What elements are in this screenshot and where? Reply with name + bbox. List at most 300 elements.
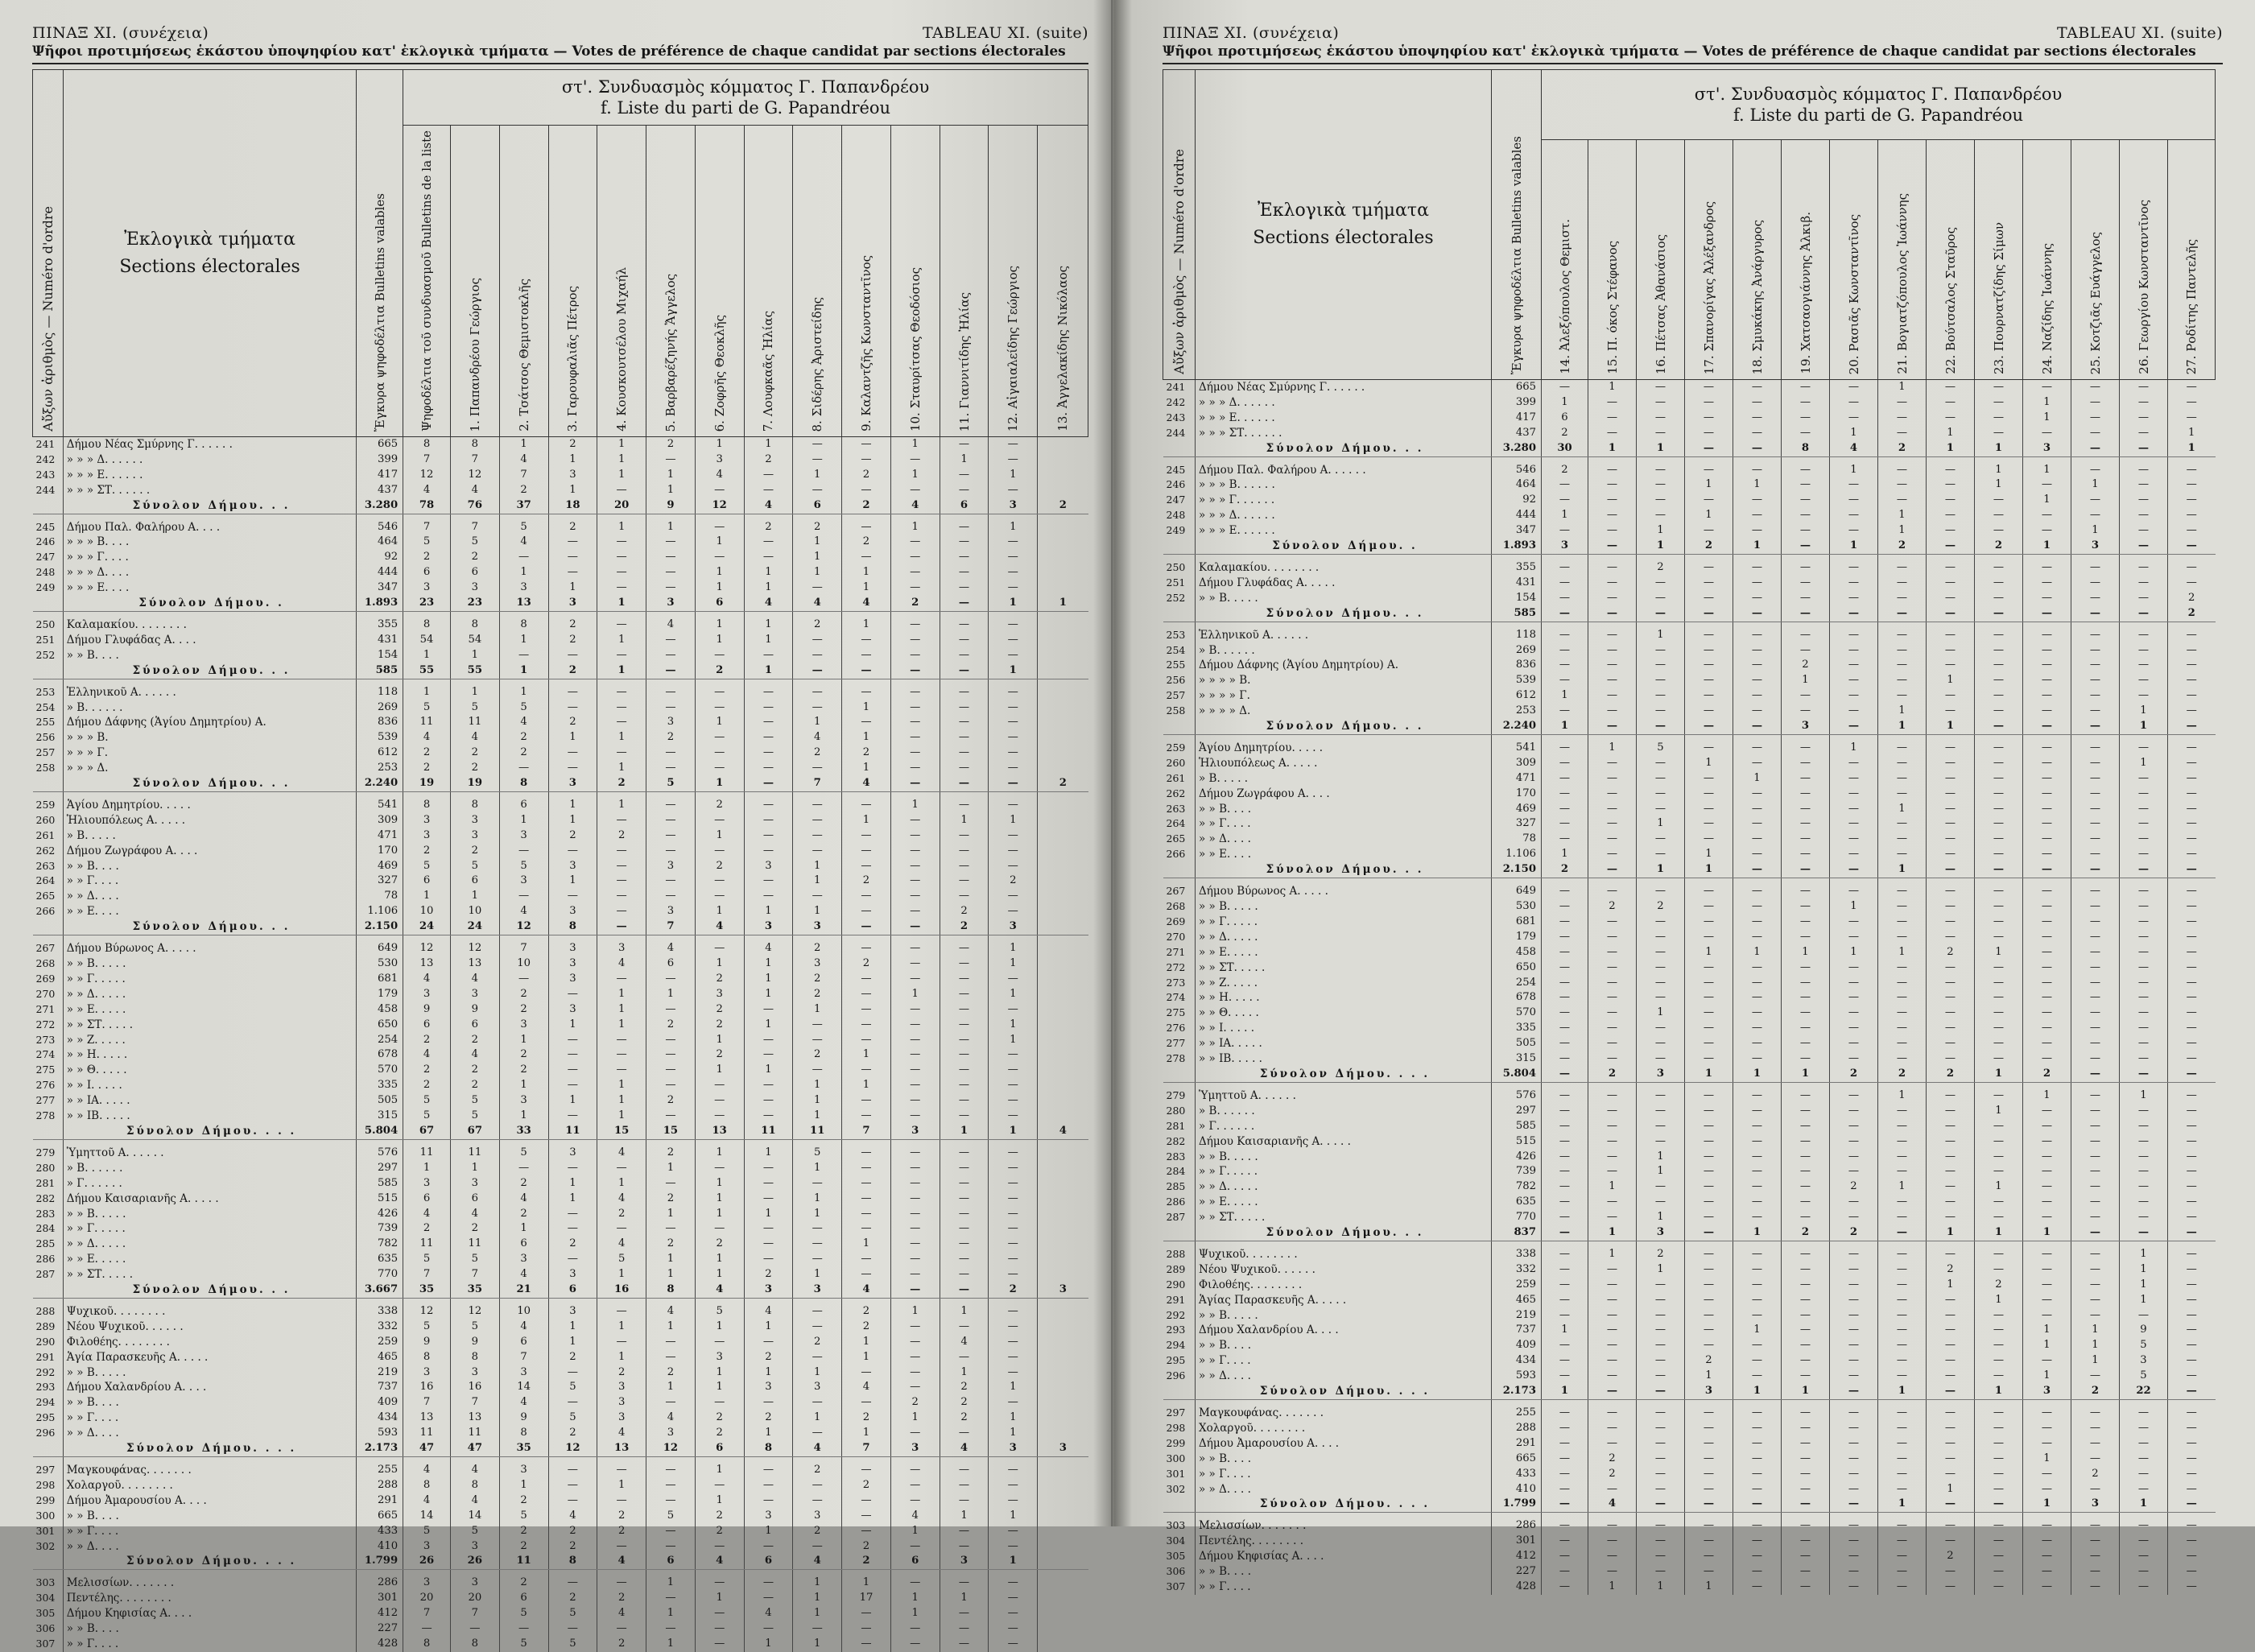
vote-cell: — [989,1539,1038,1555]
spacer-cell [1685,878,1733,885]
vote-cell: — [2120,643,2168,659]
vote-cell: — [1685,380,1733,395]
vote-cell: 4 [646,941,696,956]
vote-cell: — [2071,411,2120,426]
vote-cell: — [989,776,1038,791]
vote-cell: 1 [2071,1323,2120,1338]
vote-cell: — [1927,1006,1975,1021]
vote-cell [1038,1606,1088,1621]
row-number: 275 [35,1063,56,1076]
vote-cell: — [597,859,646,874]
spacer-cell [1830,622,1878,628]
vote-cell: — [1542,1179,1588,1195]
vote-cell: — [2120,688,2168,704]
vote-cell: — [2071,862,2120,878]
vote-cell: 2 [695,1426,744,1441]
vote-cell: — [1975,1036,2023,1051]
vote-cell: — [2120,380,2168,395]
vote-cell: 1 [940,1304,989,1320]
vote-cell: — [1830,411,1878,426]
table-row [1163,1134,2216,1150]
vote-cell: — [744,761,793,776]
valid-ballots: 505 [357,1093,403,1109]
vote-cell: 2 [744,1267,793,1282]
vote-cell: 3 [1782,719,1830,734]
spacer-cell [1733,622,1782,628]
vote-cell: — [1927,1104,1975,1119]
vote-cell: 1 [2023,493,2071,508]
vote-cell [1038,1576,1088,1591]
table-row [1163,787,2216,802]
vote-cell: — [1927,1580,1975,1595]
vote-cell: — [989,1161,1038,1176]
vote-cell: — [744,700,793,716]
table-row [33,798,1088,813]
valid-ballots: 219 [1492,1308,1542,1324]
spacer-cell [548,514,597,520]
vote-cell: — [940,1539,989,1555]
vote-cell: — [890,745,940,761]
vote-cell: 3 [2071,1497,2120,1512]
table-row [33,859,1088,874]
vote-cell: — [1878,1051,1927,1067]
vote-cell: — [2168,1247,2216,1262]
vote-cell: — [499,844,548,859]
vote-cell: 3 [989,498,1038,514]
vote-cell: — [1830,380,1878,395]
vote-cell: — [1830,1308,1878,1324]
vote-cell: 1 [989,1124,1038,1139]
spacer-cell [2071,456,2120,463]
vote-cell: — [2071,1210,2120,1225]
valid-ballots: 288 [1492,1421,1542,1436]
section-name: » » Β. . . . . [1196,1150,1492,1165]
spacer-cell [1830,1513,1878,1519]
vote-cell: 19 [450,776,499,791]
vote-cell: 7 [499,1350,548,1365]
valid-ballots: 635 [1492,1195,1542,1210]
vote-cell: — [1975,688,2023,704]
vote-cell: — [2023,787,2071,802]
vote-cell: — [695,1637,744,1652]
vote-cell: — [597,1539,646,1555]
vote-cell: 2 [499,987,548,1002]
vote-cell: — [1878,1323,1927,1338]
row-number: 262 [35,844,56,857]
vote-cell: — [2071,960,2120,976]
vote-cell: — [1637,1482,1685,1497]
vote-cell: — [2168,704,2216,719]
vote-cell: — [2071,1195,2120,1210]
section-name: Δήμου Παλ. Φαλήρου Α. . . . . . [1196,463,1492,478]
vote-cell: — [1685,606,1733,622]
vote-cell: — [1588,658,1637,673]
row-number: 280 [1166,1104,1186,1117]
vote-cell: — [1733,1210,1782,1225]
vote-cell: — [989,617,1038,633]
vote-cell: — [1830,915,1878,930]
vote-cell: — [1927,463,1975,478]
vote-cell: 4 [695,1282,744,1298]
vote-cell: 1 [1685,1580,1733,1595]
row-number: 246 [35,535,56,548]
table-row [33,1410,1088,1426]
vote-cell: 1 [842,1047,891,1063]
header-left: ΠΙΝΑΞ XI. (συνέχεια) [32,24,209,42]
vote-cell: — [842,1395,891,1410]
vote-cell: — [2168,930,2216,945]
table-row [33,904,1088,919]
vote-cell: — [989,1591,1038,1606]
vote-cell: — [1782,990,1830,1006]
vote-cell: 1 [793,1410,842,1426]
vote-cell: — [1927,1036,1975,1051]
section-name: Σύνολον Δήμου. . . . [1196,1497,1492,1512]
vote-cell: 8 [499,617,548,633]
vote-cell: 3 [548,596,597,611]
vote-cell: — [890,1478,940,1493]
vote-cell: 1 [1878,1384,1927,1399]
spacer-cell [33,1139,64,1146]
vote-cell [1038,1463,1088,1478]
vote-cell: — [2023,560,2071,576]
vote-cell: — [2168,945,2216,960]
vote-cell: 7 [450,1267,499,1282]
vote-cell: — [1588,1262,1637,1278]
vote-cell: 1 [1685,847,1733,862]
vote-cell: 1 [499,813,548,828]
vote-cell: — [1637,802,1685,817]
vote-cell: 8 [450,617,499,633]
vote-cell: — [2168,1119,2216,1134]
table-row [1163,1564,2216,1580]
vote-cell: — [1637,1452,1685,1467]
vote-cell: — [793,1539,842,1555]
vote-cell: — [1733,862,1782,878]
vote-cell: — [2168,1308,2216,1324]
vote-cell: 2 [450,844,499,859]
vote-cell: — [744,685,793,700]
section-name: Δήμου Νέας Σμύρνης Γ. . . . . . [63,437,357,452]
vote-cell: 1 [695,437,744,452]
vote-cell: — [1782,1421,1830,1436]
valid-ballots: 327 [357,873,403,889]
spacer-cell [793,1457,842,1464]
vote-cell: 3 [499,1018,548,1033]
vote-cell: 2 [403,844,451,859]
vote-cell [1038,1161,1088,1176]
vote-cell: — [548,1576,597,1591]
vote-cell: — [2168,862,2216,878]
vote-cell: 8 [450,1637,499,1652]
vote-cell: — [890,633,940,648]
spacer-cell [403,935,451,942]
spacer-cell [2168,878,2216,885]
vote-cell: — [1927,1369,1975,1384]
vote-cell: 3 [548,859,597,874]
vote-cell: 3 [793,956,842,972]
vote-cell: 2 [989,1282,1038,1298]
vote-cell: — [940,1478,989,1493]
vote-cell: — [1588,1210,1637,1225]
vote-cell: — [989,1207,1038,1222]
vote-cell: — [1878,990,1927,1006]
table-row [1163,658,2216,673]
vote-cell: — [1878,899,1927,915]
vote-cell: — [1588,1564,1637,1580]
vote-cell: 5 [450,700,499,716]
vote-cell: — [597,904,646,919]
vote-cell: — [1542,1564,1588,1580]
vote-cell: — [989,1350,1038,1365]
spacer-cell [793,514,842,520]
vote-cell: — [1588,1195,1637,1210]
vote-cell: — [940,1267,989,1282]
vote-cell: — [1878,1406,1927,1421]
vote-cell: 15 [597,1124,646,1139]
vote-cell: — [2168,477,2216,493]
section-name: » » Γ. . . . . [63,972,357,987]
vote-cell: — [989,1637,1038,1652]
vote-cell: 2 [1782,1225,1830,1241]
vote-cell: — [940,700,989,716]
vote-cell: — [2120,1104,2168,1119]
vote-cell: — [842,715,891,730]
vote-cell: 1 [793,1576,842,1591]
vote-cell: — [1733,884,1782,899]
table-row [1163,508,2216,523]
vote-cell: 1 [499,685,548,700]
vote-cell: — [890,1221,940,1237]
vote-cell: 1 [1637,1164,1685,1179]
vote-cell: — [744,889,793,904]
vote-cell: — [1927,606,1975,622]
vote-cell: 2 [695,1410,744,1426]
vote-cell: 35 [499,1441,548,1456]
vote-cell: — [1878,1308,1927,1324]
vote-cell: — [1733,1580,1782,1595]
spacer-cell [63,611,357,617]
spacer-cell [1830,1082,1878,1088]
vote-cell: 3 [1637,1067,1685,1082]
vote-cell: 3 [548,1304,597,1320]
spacer-cell [1878,734,1927,741]
section-name: » » Β. . . . [63,1509,357,1524]
spacer-cell [1542,622,1588,628]
vote-cell: — [989,859,1038,874]
vote-cell: — [1927,1164,1975,1179]
vote-cell: — [1637,1369,1685,1384]
spacer-cell [1685,554,1733,560]
vote-cell: 1 [1685,1369,1733,1384]
vote-cell: 1 [793,859,842,874]
vote-cell: — [2071,688,2120,704]
vote-cell: 7 [403,1267,451,1282]
spacer-cell [940,935,989,942]
vote-cell: 2 [793,972,842,987]
vote-cell: — [793,1221,842,1237]
vote-cell: — [989,1606,1038,1621]
vote-cell: — [2120,1549,2168,1564]
table-row [33,565,1088,580]
vote-cell: 33 [499,1124,548,1139]
row-number: 244 [1166,426,1186,439]
vote-cell: 2 [548,715,597,730]
valid-ballots: 665 [357,437,403,452]
vote-cell: — [890,813,940,828]
vote-cell: 2 [1588,899,1637,915]
row-number: 254 [1166,643,1186,656]
vote-cell: 2 [1542,426,1588,441]
vote-cell: 3 [890,1124,940,1139]
vote-cell: — [1588,1021,1637,1036]
vote-cell: — [793,1350,842,1365]
vote-cell: — [744,1395,793,1410]
vote-cell: — [1733,960,1782,976]
row-number: 245 [1166,463,1186,476]
vote-cell: — [842,798,891,813]
section-name: Σύνολον Δήμου. . . [63,919,357,935]
vote-cell: — [597,844,646,859]
vote-cell: — [695,941,744,956]
vote-cell: 1 [793,1192,842,1207]
vote-cell: 3 [548,468,597,483]
vote-cell: — [890,617,940,633]
valid-ballots: 259 [357,1335,403,1350]
vote-cell: — [2023,606,2071,622]
spacer-cell [403,1570,451,1576]
vote-cell: 3 [499,873,548,889]
section-name: Ἁγίου Δημητρίου. . . . . [1196,741,1492,756]
vote-cell: 3 [548,1002,597,1018]
vote-cell: — [890,776,940,791]
spacer-cell [940,514,989,520]
vote-cell: — [1637,1293,1685,1308]
vote-cell: 2 [842,535,891,550]
valid-ballots: 515 [1492,1134,1542,1150]
vote-cell: — [2071,426,2120,441]
vote-cell [1038,873,1088,889]
vote-cell: — [2168,1518,2216,1534]
vote-cell: — [989,1063,1038,1078]
vote-cell: — [597,1161,646,1176]
vote-cell: — [646,1395,696,1410]
vote-cell: — [1927,1088,1975,1104]
vote-cell: 1 [695,565,744,580]
vote-cell: 1 [1975,1225,2023,1241]
vote-cell: — [1830,756,1878,771]
vote-cell: — [1975,1482,2023,1497]
vote-cell: 2 [842,468,891,483]
spacer-cell [744,1298,793,1304]
vote-cell: 1 [940,1124,989,1139]
vote-cell: — [1542,1278,1588,1293]
vote-cell: — [1542,1225,1588,1241]
vote-cell: 1 [1733,477,1782,493]
vote-cell: 2 [548,1539,597,1555]
vote-cell: 1 [695,956,744,972]
valid-ballots: 458 [1492,945,1542,960]
section-name: Πεντέλης. . . . . . . . [63,1591,357,1606]
table-row [33,1509,1088,1524]
vote-cell: — [1733,1421,1782,1436]
table-row [1163,673,2216,688]
vote-cell: 2 [597,1509,646,1524]
vote-cell: 1 [1975,477,2023,493]
vote-cell: — [989,700,1038,716]
section-name: Δήμου Ἀμαρουσίου Α. . . . [1196,1436,1492,1452]
vote-cell: — [890,972,940,987]
vote-cell: 1 [2023,463,2071,478]
vote-cell: — [1685,1088,1733,1104]
vote-cell: — [2071,832,2120,847]
table-row [1163,1262,2216,1278]
vote-cell: — [1830,1119,1878,1134]
vote-cell: — [1733,990,1782,1006]
vote-cell: — [1637,1323,1685,1338]
vote-cell: — [2120,493,2168,508]
vote-cell [1038,580,1088,596]
vote-cell [1038,437,1088,452]
spacer-cell [646,1457,696,1464]
vote-cell: — [2120,976,2168,991]
section-name: » » Δ. . . . . [63,987,357,1002]
row-number: 288 [1166,1247,1186,1260]
spacer-cell [1492,1400,1542,1406]
vote-cell: — [2168,1179,2216,1195]
vote-cell: — [1733,493,1782,508]
section-name: Ὑμηττοῦ Α. . . . . . [1196,1088,1492,1104]
section-name: Ψυχικοῦ. . . . . . . . [63,1304,357,1320]
section-name: » » » Γ. . . . [63,550,357,565]
valid-ballots: 1.799 [357,1554,403,1569]
vote-cell: — [1588,1006,1637,1021]
vote-cell: 1 [1830,741,1878,756]
spacer-cell [63,1457,357,1464]
section-name: » » ΣΤ. . . . . [1196,960,1492,976]
vote-cell: — [2120,1580,2168,1595]
vote-cell: 2 [403,1063,451,1078]
vote-cell: — [940,1463,989,1478]
vote-cell: — [1782,816,1830,832]
vote-cell: — [2168,816,2216,832]
right-page [1113,0,2255,1593]
vote-cell: 3 [890,1441,940,1456]
vote-cell: — [744,730,793,745]
valid-ballots: 417 [357,468,403,483]
row-number: 242 [35,452,56,465]
spacer-cell [597,1457,646,1464]
row-number [33,919,64,935]
section-name: Σύνολον Δήμου. . . . [63,1441,357,1456]
column-header-sections [63,70,357,437]
vote-cell: — [1542,1421,1588,1436]
table-row [1163,1452,2216,1467]
vote-cell: — [1878,1195,1927,1210]
vote-cell: — [1733,1119,1782,1134]
vote-cell: 2 [597,1365,646,1381]
vote-cell: — [890,1237,940,1252]
vote-cell: 4 [744,941,793,956]
vote-cell: 3 [450,987,499,1002]
table-row [33,1304,1088,1320]
vote-cell: — [1542,493,1588,508]
spacer-cell [1196,456,1492,463]
vote-cell [1038,1539,1088,1555]
vote-cell: — [1782,862,1830,878]
vote-cell: — [646,580,696,596]
table-row [33,1463,1088,1478]
